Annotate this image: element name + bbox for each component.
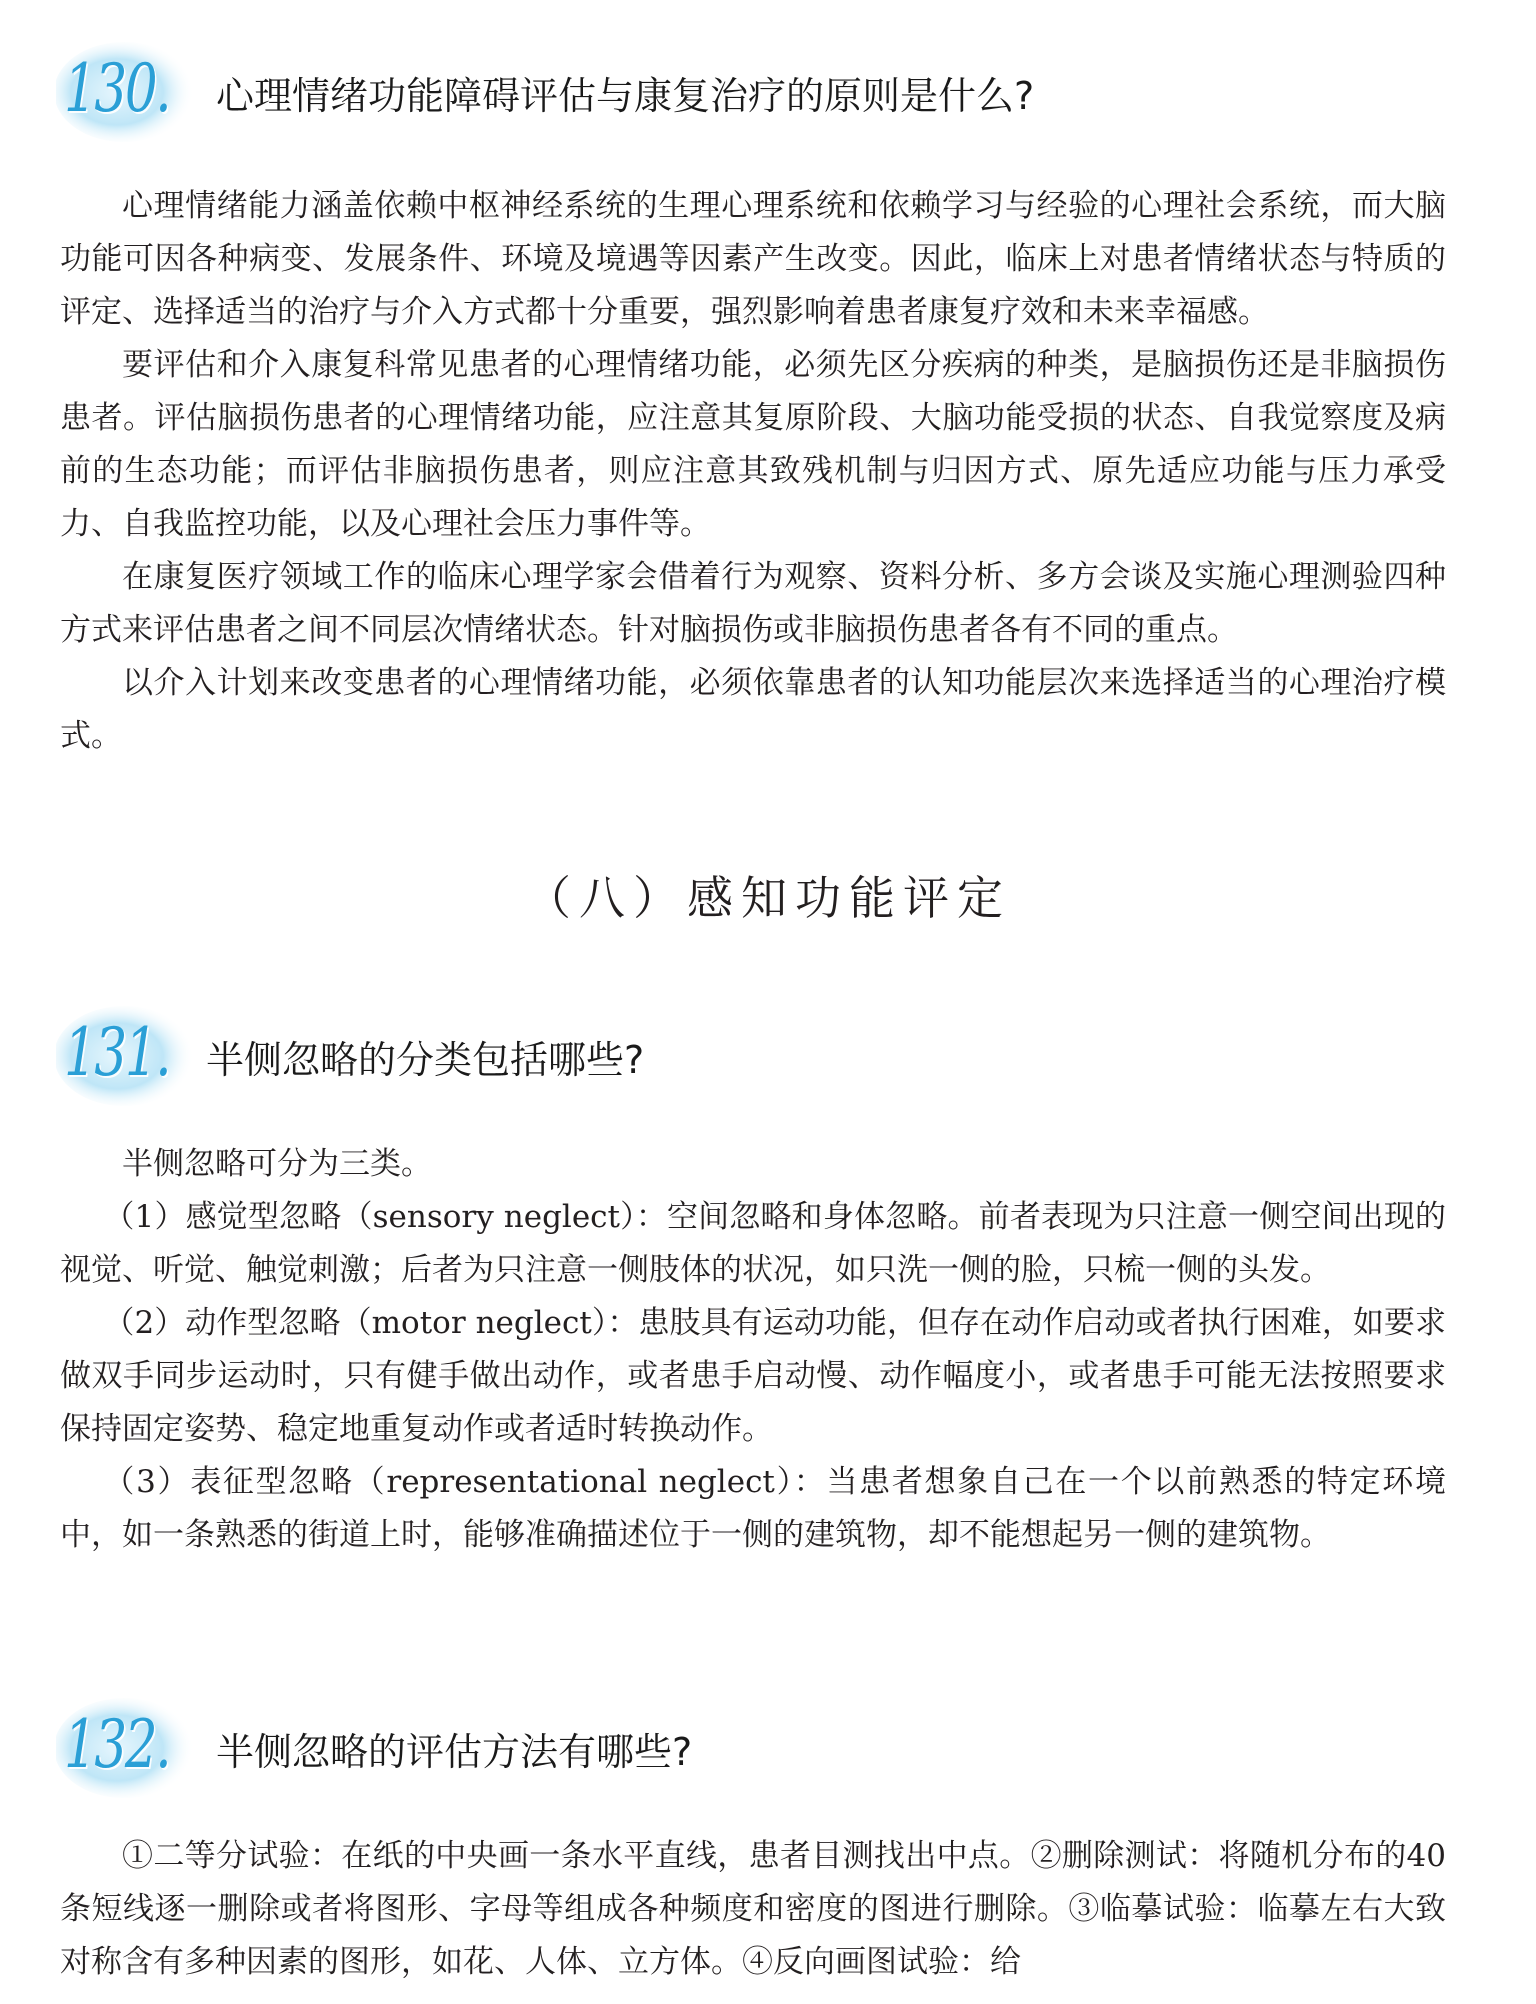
question-title: 半侧忽略的评估方法有哪些? [216,1730,693,1774]
question-132-body [60,1830,1446,1989]
question-number: 131. [64,1014,170,1091]
paragraph: ①二等分试验：在纸的中央画一条水平直线，患者目测找出中点。②删除测试：将随机分布的40条短线逐一删除或者将图形、字母等组成各种频度和密度的图进行删除。③临摹试验：临摹左右大致对称含有多种因素的图形，如花、人体、立方体。④反向画图试验：给 [60,1838,1446,1980]
question-number-badge [56,1694,206,1800]
question-131-body [60,1138,1446,1562]
paragraph: 心理情绪能力涵盖依赖中枢神经系统的生理心理系统和依赖学习与经验的心理社会系统，而大脑功能可因各种病变、发展条件、环境及境遇等因素产生改变。因此，临床上对患者情绪状态与特质的评定、选择适当的治疗与介入方式都十分重要，强烈影响着患者康复疗效和未来幸福感。 [60,188,1446,330]
paragraph: 要评估和介入康复科常见患者的心理情绪功能，必须先区分疾病的种类，是脑损伤还是非脑损伤患者。评估脑损伤患者的心理情绪功能，应注意其复原阶段、大脑功能受损的状态、自我觉察度及病前的生态功能；而评估非脑损伤患者，则应注意其致残机制与归因方式、原先适应功能与压力承受力、自我监控功能，以及心理社会压力事件等。 [60,347,1446,542]
paragraph: 半侧忽略可分为三类。 [122,1146,432,1182]
question-title: 心理情绪功能障碍评估与康复治疗的原则是什么? [216,74,1035,118]
question-number-badge [56,1002,206,1108]
question-131-header [56,1002,1436,1112]
question-title: 半侧忽略的分类包括哪些? [206,1038,645,1082]
question-132-header [56,1694,1436,1804]
question-number: 132. [64,1706,170,1783]
list-item: （2）动作型忽略（motor neglect）：患肢具有运动功能，但存在动作启动或者执行困难，如要求做双手同步运动时，只有健手做出动作，或者患手启动慢、动作幅度小，或者患手可能无法按照要求保持固定姿势、稳定地重复动作或者适时转换动作。 [60,1305,1446,1447]
paragraph: 以介入计划来改变患者的心理情绪功能，必须依靠患者的认知功能层次来选择适当的心理治疗模式。 [60,665,1446,754]
question-130-body [60,180,1446,763]
paragraph: 在康复医疗领域工作的临床心理学家会借着行为观察、资料分析、多方会谈及实施心理测验四种方式来评估患者之间不同层次情绪状态。针对脑损伤或非脑损伤患者各有不同的重点。 [60,559,1446,648]
question-number: 130. [64,50,170,127]
list-item: （1）感觉型忽略（sensory neglect）：空间忽略和身体忽略。前者表现为只注意一侧空间出现的视觉、听觉、触觉刺激；后者为只注意一侧肢体的状况，如只洗一侧的脸，只梳一侧的头发。 [60,1199,1446,1288]
question-130-header [56,38,1436,148]
list-item: （3）表征型忽略（representational neglect）：当患者想象自己在一个以前熟悉的特定环境中，如一条熟悉的街道上时，能够准确描述位于一侧的建筑物，却不能想起另一侧的建筑物。 [60,1464,1446,1553]
question-number-badge [56,38,206,144]
section-title: （八）感知功能评定 [525,871,1011,925]
